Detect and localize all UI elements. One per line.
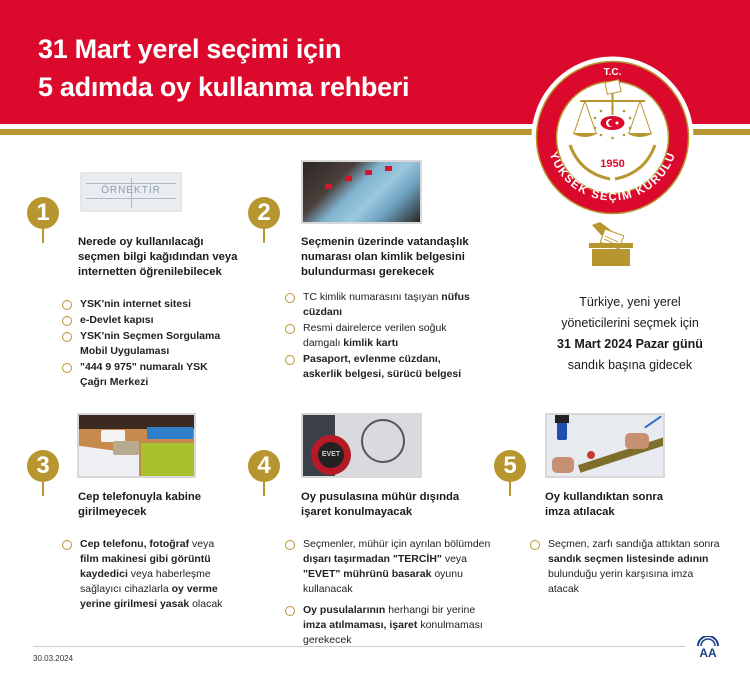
svg-text:T.C.: T.C. bbox=[603, 67, 622, 78]
step-heading: Cep telefonuyla kabine girilmeyecek bbox=[78, 491, 202, 518]
footer-divider bbox=[33, 646, 685, 647]
step-bullets bbox=[530, 537, 720, 598]
ysk-seal-icon bbox=[530, 55, 695, 220]
step-bullets bbox=[62, 297, 237, 391]
id-cards-image bbox=[301, 160, 422, 224]
election-info-text: Türkiye, yeni yerel yöneticilerini seçmek için 31 Mart 2024 Pazar günü sandık başına gidecek bbox=[557, 295, 703, 372]
bullet-item: YSK'nin internet sitesi bbox=[62, 297, 237, 312]
step-heading: Seçmenin üzerinde vatandaşlık numarası olan kimlik belgesini bulundurması gerekecek bbox=[301, 236, 469, 278]
step-heading: Oy pusulasına mühür dışında işaret konulmayacak bbox=[301, 491, 460, 518]
title-line-2: 5 adımda oy kullanma rehberi bbox=[38, 72, 410, 102]
badge-stem bbox=[263, 482, 265, 496]
bullet-item: Seçmen, zarfı sandığa attıktan sonra sandık seçmen listesinde adının bulunduğu yerin karşısına imza atacak bbox=[530, 537, 720, 597]
publish-date: 30.03.2024 bbox=[33, 654, 74, 663]
bullet-item: Oy pusulalarının herhangi bir yerine imza atılmaması, işaret konulmaması gerekecek bbox=[285, 603, 495, 648]
phones-on-table-image bbox=[77, 413, 196, 478]
step-bullets bbox=[285, 290, 470, 383]
bullet-item: Cep telefonu, fotoğraf veya film makinesi gibi görüntü kaydedici veya haberleşme sağlayıcı cihazlarla oy verme yerine girilmesi yasak olacak bbox=[62, 537, 232, 612]
step-number-badge: 3 bbox=[27, 450, 59, 482]
step-heading: Oy kullandıktan sonra imza atılacak bbox=[545, 491, 664, 518]
sample-label: ÖRNEKTİR bbox=[101, 185, 161, 196]
step-number-badge: 5 bbox=[494, 450, 526, 482]
step-number-badge: 1 bbox=[27, 197, 59, 229]
title-line-1: 31 Mart yerel seçimi için bbox=[38, 34, 342, 64]
badge-stem bbox=[263, 229, 265, 243]
step-number-badge: 2 bbox=[248, 197, 280, 229]
badge-stem bbox=[509, 482, 511, 496]
step-bullets bbox=[285, 537, 495, 649]
page-title bbox=[38, 30, 409, 106]
bullet-item: TC kimlik numarasını taşıyan nüfus cüzdanı bbox=[285, 290, 470, 320]
bullet-item: Resmi dairelerce verilen soğuk damgalı kimlik kartı bbox=[285, 321, 470, 351]
svg-text:AA: AA bbox=[699, 646, 717, 658]
bullet-item: YSK'nin Seçmen Sorgulama Mobil Uygulaması bbox=[62, 329, 237, 359]
bullet-item: "444 9 975" numaralı YSK Çağrı Merkezi bbox=[62, 360, 237, 390]
signing-voter-list-image bbox=[545, 413, 665, 478]
aa-logo-icon bbox=[696, 636, 720, 658]
sample-voter-card-image bbox=[80, 172, 182, 212]
svg-text:YÜKSEK SEÇİM KURULU: YÜKSEK SEÇİM KURULU bbox=[546, 150, 679, 204]
evet-stamp-image: EVET bbox=[301, 413, 422, 478]
badge-stem bbox=[42, 482, 44, 496]
bullet-item: Pasaport, evlenme cüzdanı, askerlik belgesi, sürücü belgesi bbox=[285, 352, 470, 382]
bullet-item: e-Devlet kapısı bbox=[62, 313, 237, 328]
svg-text:1950: 1950 bbox=[600, 158, 625, 170]
step-bullets bbox=[62, 537, 232, 613]
badge-stem bbox=[42, 229, 44, 243]
bullet-item: Seçmenler, mühür için ayrılan bölümden dışarı taşırmadan "TERCİH" veya "EVET" mührünü basarak oyunu kullanacak bbox=[285, 537, 495, 597]
ballot-box-icon bbox=[588, 222, 636, 267]
step-heading: Nerede oy kullanılacağı seçmen bilgi kağıdından veya internetten öğrenilebilecek bbox=[78, 236, 238, 278]
step-number-badge: 4 bbox=[248, 450, 280, 482]
